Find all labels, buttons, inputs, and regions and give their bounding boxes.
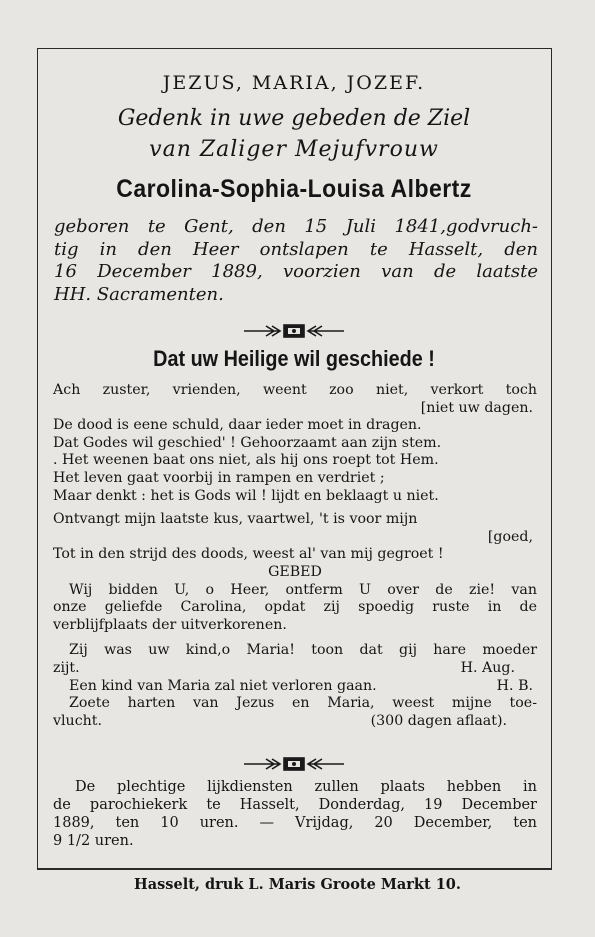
indulgence-note: (300 dagen aflaat). (370, 712, 507, 729)
verse-line: De dood is eene schuld, daar ieder moet in dragen. (53, 417, 422, 434)
bio-line: HH. Sacramenten. (54, 283, 224, 305)
verse-line: [niet uw dagen. (420, 399, 533, 416)
verse-line: . Het weenen baat ons niet, als hij ons roept tot Hem. (53, 452, 439, 469)
biography (54, 216, 538, 306)
verses (53, 382, 537, 730)
invocation-line: zijt. (53, 659, 80, 676)
funeral-line: 9 1/2 uren. (53, 833, 134, 849)
prayer-line: verblijfplaats der uitverkorenen. (53, 616, 287, 633)
fleuron-ornament-icon (242, 323, 346, 339)
funeral-line: 1889, ten 10 uren. — Vrijdag, 20 December, ten (53, 815, 537, 831)
verse-line: Ontvangt mijn laatste kus, vaartwel, 't is voor mijn (53, 511, 418, 528)
attribution: H. B. (496, 677, 533, 694)
deceased-name: Carolina-Sophia-Louisa Albertz (116, 175, 472, 203)
prayer-line: Wij bidden U, o Heer, ontferm U over de zie! van (69, 581, 537, 598)
funeral-line: De plechtige lijkdiensten zullen plaats hebben in (75, 779, 537, 795)
verse-line: Het leven gaat voorbij in rampen en verdriet ; (53, 469, 385, 486)
funeral-line: de parochiekerk te Hasselt, Donderdag, 19 December (53, 797, 537, 813)
verse-line: [goed, (487, 528, 533, 545)
invocation-title: JEZUS, MARIA, JOZEF. (162, 72, 426, 94)
printer-imprint: Hasselt, druk L. Maris Groote Markt 10. (134, 876, 461, 893)
invocation-line: Een kind van Maria zal niet verloren gaan. (69, 677, 377, 694)
bio-line: tig in den Heer ontslapen te Hasselt, den (54, 238, 538, 260)
prayer-title: GEBED (268, 563, 322, 580)
verse-line: Tot in den strijd des doods, weest al' van mij gegroet ! (53, 546, 444, 563)
attribution: H. Aug. (460, 659, 515, 676)
verse-line: Dat Godes wil geschied' ! Gehoorzaamt aan zijn stem. (53, 434, 442, 451)
remembrance-line: Gedenk in uwe gebeden de Ziel (117, 106, 471, 131)
funeral-notice (53, 778, 537, 850)
invocation-line: Zij was uw kind,o Maria! toon dat gij hare moeder (69, 642, 537, 659)
bio-line: 16 December 1889, voorzien van de laatste (54, 261, 538, 282)
bio-line: geboren te Gent, den 15 Juli 1841,godvruch- (54, 216, 538, 237)
fleuron-ornament-icon (242, 756, 346, 772)
verse-line: Maar denkt : het is Gods wil ! lijdt en beklaagt u niet. (53, 487, 439, 504)
invocation-line: Zoete harten van Jezus en Maria, weest mijne toe- (69, 695, 537, 712)
verse-line: Ach zuster, vrienden, weent zoo niet, verkort toch (53, 382, 537, 398)
invocation-line: vlucht. (53, 712, 102, 729)
prayer-line: onze geliefde Carolina, opdat zij spoedig ruste in de (53, 599, 537, 616)
section-heading: Dat uw Heilige wil geschiede ! (153, 346, 435, 371)
remembrance-line-2: van Zaliger Mejufvrouw (149, 137, 439, 162)
